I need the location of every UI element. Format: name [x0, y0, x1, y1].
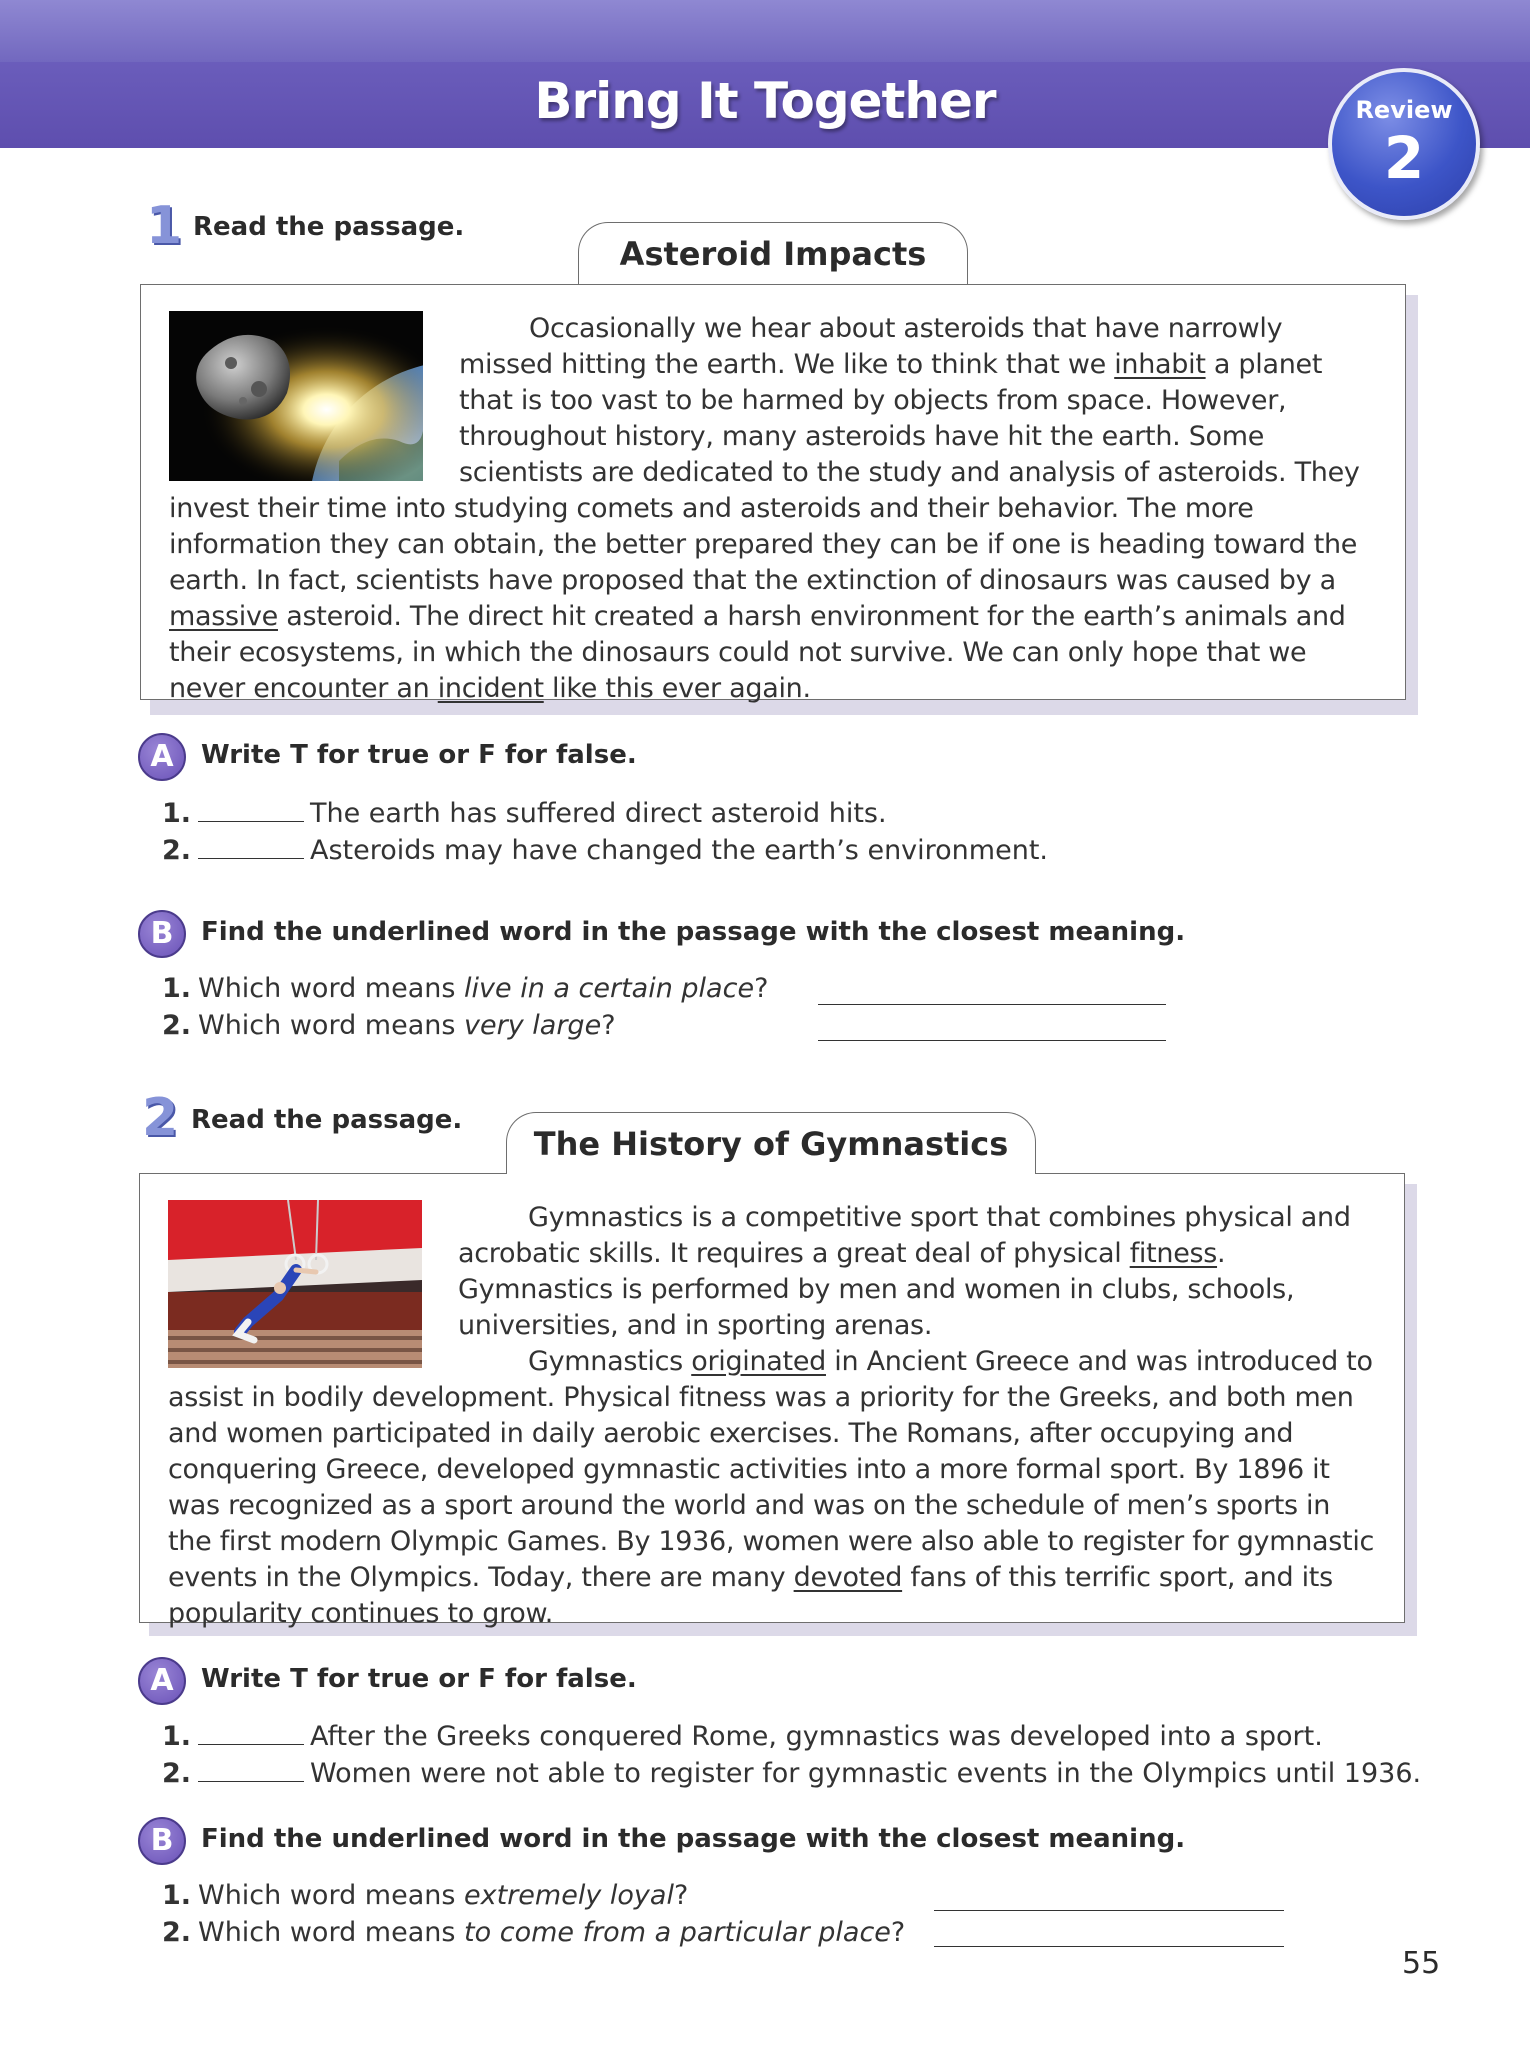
- section-1-b-item-1: 1. Which word means live in a certain place?: [162, 973, 769, 1004]
- section-1-a-item-2: 2. Asteroids may have changed the earth’s environment.: [162, 835, 1048, 866]
- section-1-b-item-2: 2. Which word means very large?: [162, 1010, 616, 1041]
- passage-2-box: [139, 1173, 1405, 1629]
- banner-stripe: [0, 0, 1530, 62]
- underlined-word-massive: massive: [169, 601, 278, 632]
- gymnastics-image: [168, 1200, 422, 1368]
- section-1-instruction: Read the passage.: [193, 212, 465, 242]
- section-1-number: 1: [146, 196, 183, 256]
- underlined-word-fitness: fitness: [1129, 1238, 1218, 1269]
- underlined-word-inhabit: inhabit: [1114, 349, 1206, 380]
- section-2-instruction: Read the passage.: [191, 1105, 463, 1135]
- underlined-word-devoted: devoted: [793, 1562, 903, 1593]
- section-2-b-badge: B: [138, 1817, 186, 1865]
- section-2-a-item-2: 2. Women were not able to register for gymnastic events in the Olympics until 1936.: [162, 1758, 1422, 1789]
- passage-1-box: [140, 284, 1406, 704]
- section-1-a-item-1: 1. The earth has suffered direct asteroid hits.: [162, 798, 887, 829]
- passage-1-text: Occasionally we hear about asteroids that have narrowly missed hitting the earth. We like to think that we inhabit a planet that is too vast to be harmed by objects from space. However, throughout history, many asteroids have hit the earth. Some scientists are dedicated to the study and analysis of asteroids. They invest their time into studying comets and asteroids and their behavior. The more information they can obtain, the better prepared they can be if one is heading toward the earth. In fact, scientists have proposed that the extinction of dinosaurs was caused by a massive asteroid. The direct hit created a harsh environment for the earth’s animals and their ecosystems, in which the dinosaurs could not survive. We can only hope that we never encounter an incident like this ever again.: [169, 313, 1360, 704]
- answer-blank[interactable]: [198, 797, 304, 822]
- section-2-a-instruction: Write T for true or F for false.: [201, 1664, 637, 1694]
- answer-line[interactable]: [818, 1040, 1166, 1041]
- underlined-word-incident: incident: [437, 673, 544, 704]
- passage-2-title-tab: [506, 1112, 1036, 1174]
- passage-1-title: Asteroid Impacts: [619, 235, 927, 273]
- review-badge: [1328, 68, 1480, 220]
- section-1-a-instruction: Write T for true or F for false.: [201, 740, 637, 770]
- page-title: Bring It Together: [534, 72, 996, 130]
- review-badge-label: Review: [1355, 96, 1453, 124]
- answer-line[interactable]: [934, 1946, 1284, 1947]
- section-2-b-instruction: Find the underlined word in the passage with the closest meaning.: [201, 1824, 1186, 1854]
- section-1-a-badge: A: [138, 733, 186, 781]
- answer-blank[interactable]: [198, 1720, 304, 1745]
- passage-2-text-paragraph-2: Gymnastics originated in Ancient Greece and was introduced to assist in bodily development. Physical fitness was a priority for the Greeks, and both men and women participated in daily aerobic exercises. The Romans, after occupying and conquering Greece, developed gymnastic activities into a more formal sport. By 1896 it was recognized as a sport around the world and was on the schedule of men’s sports in the first modern Olympic Games. By 1936, women were also able to register for gymnastic events in the Olympics. Today, there are many devoted fans of this terrific sport, and its popularity continues to grow.: [168, 1346, 1375, 1629]
- page-number: 55: [1402, 1946, 1441, 1981]
- section-2-b-item-1: 1. Which word means extremely loyal?: [162, 1880, 689, 1911]
- answer-blank[interactable]: [198, 834, 304, 859]
- section-2-a-badge: A: [138, 1657, 186, 1705]
- answer-line[interactable]: [818, 1004, 1166, 1005]
- section-1-b-instruction: Find the underlined word in the passage with the closest meaning.: [201, 917, 1186, 947]
- passage-1-title-tab: [578, 222, 968, 284]
- section-2-b-item-2: 2. Which word means to come from a particular place?: [162, 1917, 906, 1948]
- section-2-number: 2: [142, 1088, 179, 1148]
- section-1-b-badge: B: [138, 910, 186, 958]
- passage-2-title: The History of Gymnastics: [533, 1125, 1009, 1163]
- answer-blank[interactable]: [198, 1757, 304, 1782]
- asteroid-image: [169, 311, 423, 481]
- answer-line[interactable]: [934, 1910, 1284, 1911]
- section-2-a-item-1: 1. After the Greeks conquered Rome, gymnastics was developed into a sport.: [162, 1721, 1323, 1752]
- passage-2-text-paragraph-1: Gymnastics is a competitive sport that combines physical and acrobatic skills. It requires a great deal of physical fitness. Gymnastics is performed by men and women in clubs, schools, universities, and in sporting arenas.: [458, 1202, 1351, 1341]
- underlined-word-originated: originated: [691, 1346, 826, 1377]
- review-badge-number: 2: [1383, 124, 1425, 192]
